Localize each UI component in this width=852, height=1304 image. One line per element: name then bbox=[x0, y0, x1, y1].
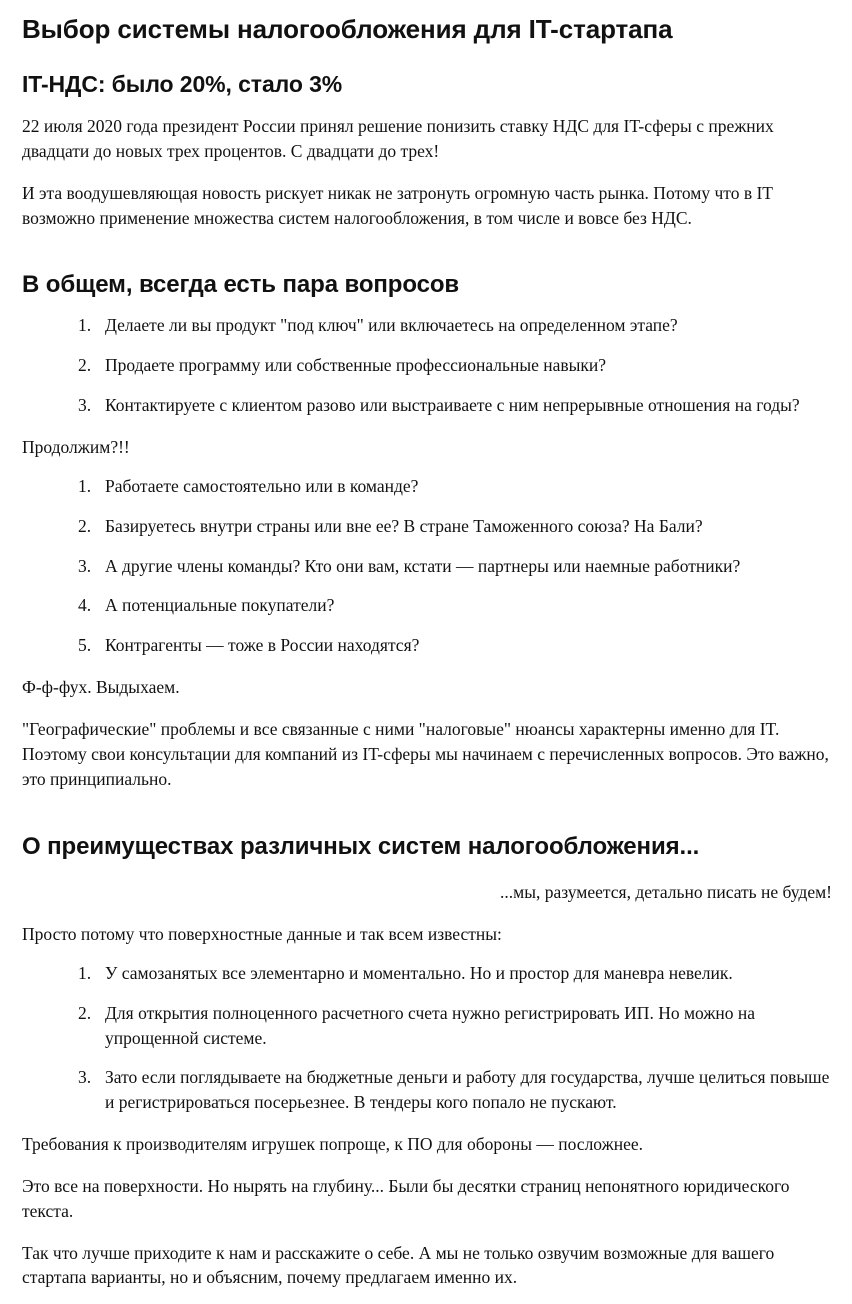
list-item: Для открытия полноценного расчетного счета нужно регистрировать ИП. Но можно на упрощенной системе. bbox=[105, 1002, 756, 1048]
paragraph-advantages-1: Требования к производителям игрушек попроще, к ПО для обороны — посложнее. bbox=[22, 1134, 643, 1155]
section-heading-advantages: О преимуществах различных систем налогообложения... bbox=[22, 833, 700, 861]
paragraph-right-note: ...мы, разумеется, детально писать не будем! bbox=[500, 882, 832, 903]
list-item: У самозанятых все элементарно и моментально. Но и простор для маневра невелик. bbox=[105, 962, 733, 983]
list-item: Контактируете с клиентом разово или выстраиваете с ним непрерывные отношения на годы? bbox=[105, 395, 800, 416]
list-item: Базируетесь внутри страны или вне ее? В стране Таможенного союза? На Бали? bbox=[105, 515, 703, 536]
paragraph-interlude: Продолжим?!! bbox=[22, 436, 130, 457]
questions-list-primary bbox=[22, 313, 832, 418]
section-heading-vat: IT-НДС: было 20%, стало 3% bbox=[22, 70, 343, 97]
paragraph-vat-1: 22 июля 2020 года президент России принял решение понизить ставку НДС для IT-сферы с прежних двадцати до новых трех процентов. С двадцати до трех! bbox=[22, 116, 774, 162]
list-item: Контрагенты — тоже в России находятся? bbox=[105, 635, 420, 656]
paragraph-advantages-2: Это все на поверхности. Но нырять на глубину... Были бы десятки страниц непонятного юридического текста. bbox=[22, 1175, 790, 1221]
advantages-list bbox=[22, 961, 832, 1115]
paragraph-exhale: Ф-ф-фух. Выдыхаем. bbox=[22, 677, 180, 698]
paragraph-vat-2: И эта воодушевляющая новость рискует никак не затронуть огромную часть рынка. Потому что в IT возможно применение множества систем налогообложения, в том числе и вовсе без НДС. bbox=[22, 182, 773, 228]
list-item: А другие члены команды? Кто они вам, кстати — партнеры или наемные работники? bbox=[105, 555, 741, 576]
paragraph-questions-closing: "Географические" проблемы и все связанные с ними "налоговые" нюансы характерны именно для IT. Поэтому свои консультации для компаний из IT-сферы мы начинаем с перечисленных вопросов. Это важно, это принципиально. bbox=[22, 718, 829, 789]
list-item: Зато если поглядываете на бюджетные деньги и работу для государства, лучше целиться повыше и регистрироваться посерьезнее. В тендеры кого попало не пускают. bbox=[105, 1067, 830, 1113]
section-heading-questions: В общем, всегда есть пара вопросов bbox=[22, 270, 460, 298]
questions-list-secondary bbox=[22, 474, 832, 658]
list-item: Работаете самостоятельно или в команде? bbox=[105, 475, 419, 496]
list-item: А потенциальные покупатели? bbox=[105, 595, 335, 616]
page-title: Выбор системы налогообложения для IT-стартапа bbox=[22, 14, 673, 44]
paragraph-lead-in: Просто потому что поверхностные данные и так всем известны: bbox=[22, 924, 502, 945]
paragraph-advantages-3: Так что лучше приходите к нам и расскажите о себе. А мы не только озвучим возможные для вашего стартапа варианты, но и объясним, почему предлагаем именно их. bbox=[22, 1242, 775, 1288]
list-item: Делаете ли вы продукт "под ключ" или включаетесь на определенном этапе? bbox=[105, 315, 678, 336]
list-item: Продаете программу или собственные профессиональные навыки? bbox=[105, 355, 607, 376]
